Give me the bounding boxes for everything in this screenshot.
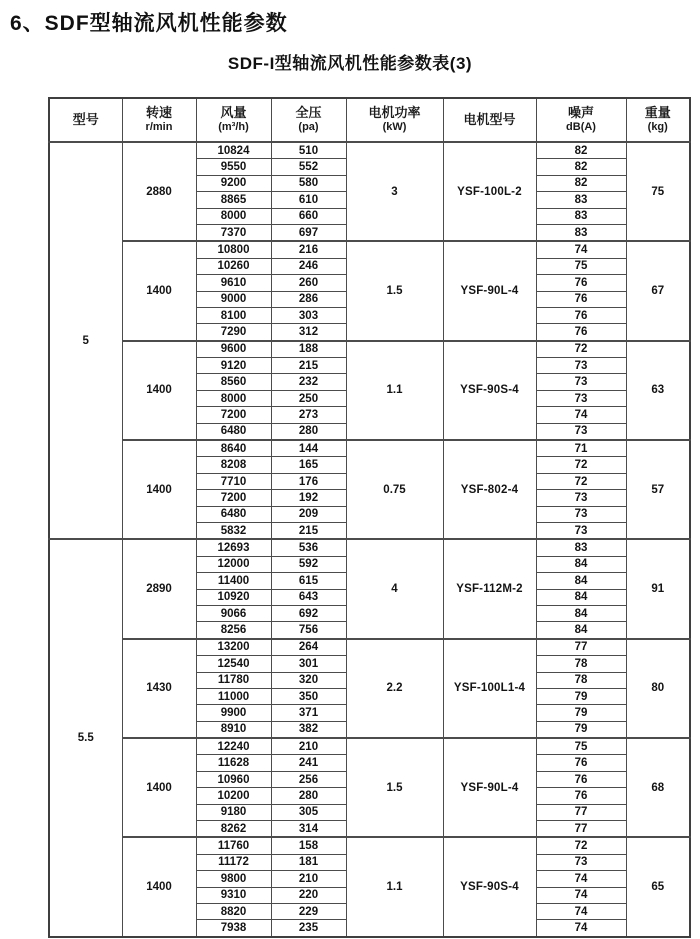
- noise-cell: 72: [536, 473, 626, 489]
- airflow-cell: 9900: [196, 705, 271, 721]
- airflow-cell: 9120: [196, 358, 271, 374]
- noise-cell: 76: [536, 291, 626, 307]
- motor-model-cell: YSF-802-4: [443, 440, 536, 539]
- noise-cell: 83: [536, 192, 626, 208]
- noise-cell: 74: [536, 241, 626, 258]
- pressure-cell: 756: [271, 622, 346, 639]
- model-cell: 5.5: [49, 539, 122, 936]
- airflow-cell: 8910: [196, 721, 271, 738]
- motor-power-cell: 3: [346, 142, 443, 241]
- noise-cell: 73: [536, 358, 626, 374]
- pressure-cell: 264: [271, 639, 346, 656]
- airflow-cell: 11628: [196, 755, 271, 771]
- noise-cell: 72: [536, 837, 626, 854]
- noise-cell: 84: [536, 573, 626, 589]
- noise-cell: 77: [536, 821, 626, 838]
- fan-performance-table: [48, 97, 691, 938]
- pressure-cell: 216: [271, 241, 346, 258]
- table-row: [49, 142, 690, 159]
- noise-cell: 74: [536, 407, 626, 423]
- noise-cell: 77: [536, 639, 626, 656]
- airflow-cell: 11172: [196, 854, 271, 870]
- noise-cell: 73: [536, 374, 626, 390]
- airflow-cell: 8000: [196, 390, 271, 406]
- noise-cell: 72: [536, 341, 626, 358]
- pressure-cell: 260: [271, 275, 346, 291]
- speed-cell: 1400: [122, 241, 196, 340]
- noise-cell: 73: [536, 490, 626, 506]
- pressure-cell: 615: [271, 573, 346, 589]
- noise-cell: 79: [536, 705, 626, 721]
- pressure-cell: 552: [271, 159, 346, 175]
- airflow-cell: 8262: [196, 821, 271, 838]
- airflow-cell: 8640: [196, 440, 271, 457]
- motor-model-cell: YSF-112M-2: [443, 539, 536, 638]
- airflow-cell: 10200: [196, 788, 271, 804]
- pressure-cell: 144: [271, 440, 346, 457]
- column-header: 电机型号: [443, 98, 536, 142]
- speed-cell: 1430: [122, 639, 196, 738]
- pressure-cell: 303: [271, 307, 346, 323]
- model-cell: 5: [49, 142, 122, 539]
- airflow-cell: 9610: [196, 275, 271, 291]
- column-header: 型号: [49, 98, 122, 142]
- noise-cell: 78: [536, 672, 626, 688]
- noise-cell: 84: [536, 589, 626, 605]
- pressure-cell: 280: [271, 423, 346, 440]
- pressure-cell: 165: [271, 457, 346, 473]
- airflow-cell: 12240: [196, 738, 271, 755]
- weight-cell: 75: [626, 142, 690, 241]
- pressure-cell: 371: [271, 705, 346, 721]
- noise-cell: 76: [536, 771, 626, 787]
- table-header: [49, 98, 690, 142]
- noise-cell: 76: [536, 307, 626, 323]
- pressure-cell: 580: [271, 175, 346, 191]
- column-header: 电机功率 (kW): [346, 98, 443, 142]
- motor-power-cell: 4: [346, 539, 443, 638]
- pressure-cell: 232: [271, 374, 346, 390]
- noise-cell: 77: [536, 804, 626, 820]
- weight-cell: 80: [626, 639, 690, 738]
- motor-power-cell: 1.5: [346, 738, 443, 837]
- airflow-cell: 11780: [196, 672, 271, 688]
- airflow-cell: 8560: [196, 374, 271, 390]
- pressure-cell: 241: [271, 755, 346, 771]
- airflow-cell: 8100: [196, 307, 271, 323]
- airflow-cell: 9550: [196, 159, 271, 175]
- pressure-cell: 314: [271, 821, 346, 838]
- motor-power-cell: 2.2: [346, 639, 443, 738]
- noise-cell: 73: [536, 423, 626, 440]
- pressure-cell: 181: [271, 854, 346, 870]
- pressure-cell: 320: [271, 672, 346, 688]
- airflow-cell: 13200: [196, 639, 271, 656]
- airflow-cell: 7938: [196, 920, 271, 937]
- speed-cell: 1400: [122, 738, 196, 837]
- motor-model-cell: YSF-90S-4: [443, 341, 536, 440]
- weight-cell: 91: [626, 539, 690, 638]
- pressure-cell: 220: [271, 887, 346, 903]
- noise-cell: 73: [536, 390, 626, 406]
- airflow-cell: 8865: [196, 192, 271, 208]
- motor-model-cell: YSF-90L-4: [443, 241, 536, 340]
- pressure-cell: 536: [271, 539, 346, 556]
- airflow-cell: 12540: [196, 656, 271, 672]
- column-header: 全压 (pa): [271, 98, 346, 142]
- noise-cell: 82: [536, 159, 626, 175]
- weight-cell: 65: [626, 837, 690, 936]
- pressure-cell: 660: [271, 208, 346, 224]
- airflow-cell: 9000: [196, 291, 271, 307]
- noise-cell: 82: [536, 175, 626, 191]
- header-row: [49, 98, 690, 142]
- table-row: [49, 539, 690, 556]
- column-header: 噪声 dB(A): [536, 98, 626, 142]
- noise-cell: 76: [536, 275, 626, 291]
- airflow-cell: 10960: [196, 771, 271, 787]
- motor-power-cell: 1.1: [346, 341, 443, 440]
- noise-cell: 73: [536, 506, 626, 522]
- airflow-cell: 5832: [196, 522, 271, 539]
- noise-cell: 74: [536, 920, 626, 937]
- motor-power-cell: 1.5: [346, 241, 443, 340]
- airflow-cell: 9800: [196, 871, 271, 887]
- noise-cell: 83: [536, 539, 626, 556]
- airflow-cell: 12693: [196, 539, 271, 556]
- airflow-cell: 10920: [196, 589, 271, 605]
- motor-model-cell: YSF-90S-4: [443, 837, 536, 936]
- airflow-cell: 10260: [196, 258, 271, 274]
- noise-cell: 79: [536, 721, 626, 738]
- column-header: 风量 (m³/h): [196, 98, 271, 142]
- motor-model-cell: YSF-90L-4: [443, 738, 536, 837]
- airflow-cell: 9180: [196, 804, 271, 820]
- noise-cell: 84: [536, 556, 626, 572]
- airflow-cell: 7370: [196, 224, 271, 241]
- weight-cell: 68: [626, 738, 690, 837]
- page-title: 6、SDF型轴流风机性能参数: [10, 12, 288, 35]
- noise-cell: 74: [536, 871, 626, 887]
- airflow-cell: 11760: [196, 837, 271, 854]
- pressure-cell: 250: [271, 390, 346, 406]
- table-row: [49, 639, 690, 656]
- pressure-cell: 158: [271, 837, 346, 854]
- motor-power-cell: 1.1: [346, 837, 443, 936]
- airflow-cell: 11400: [196, 573, 271, 589]
- pressure-cell: 246: [271, 258, 346, 274]
- pressure-cell: 209: [271, 506, 346, 522]
- pressure-cell: 256: [271, 771, 346, 787]
- noise-cell: 71: [536, 440, 626, 457]
- pressure-cell: 280: [271, 788, 346, 804]
- pressure-cell: 610: [271, 192, 346, 208]
- noise-cell: 75: [536, 258, 626, 274]
- noise-cell: 73: [536, 522, 626, 539]
- airflow-cell: 9600: [196, 341, 271, 358]
- noise-cell: 78: [536, 656, 626, 672]
- speed-cell: 1400: [122, 341, 196, 440]
- pressure-cell: 215: [271, 522, 346, 539]
- motor-power-cell: 0.75: [346, 440, 443, 539]
- weight-cell: 67: [626, 241, 690, 340]
- noise-cell: 82: [536, 142, 626, 159]
- pressure-cell: 192: [271, 490, 346, 506]
- airflow-cell: 7200: [196, 407, 271, 423]
- airflow-cell: 8820: [196, 903, 271, 919]
- airflow-cell: 7200: [196, 490, 271, 506]
- weight-cell: 63: [626, 341, 690, 440]
- speed-cell: 1400: [122, 837, 196, 936]
- noise-cell: 76: [536, 324, 626, 341]
- noise-cell: 83: [536, 208, 626, 224]
- table-row: [49, 440, 690, 457]
- airflow-cell: 9200: [196, 175, 271, 191]
- column-header: 转速 r/min: [122, 98, 196, 142]
- table-row: [49, 341, 690, 358]
- weight-cell: 57: [626, 440, 690, 539]
- airflow-cell: 7710: [196, 473, 271, 489]
- airflow-cell: 7290: [196, 324, 271, 341]
- noise-cell: 74: [536, 887, 626, 903]
- noise-cell: 79: [536, 688, 626, 704]
- airflow-cell: 8256: [196, 622, 271, 639]
- table-body: [49, 142, 690, 937]
- pressure-cell: 382: [271, 721, 346, 738]
- pressure-cell: 176: [271, 473, 346, 489]
- pressure-cell: 273: [271, 407, 346, 423]
- pressure-cell: 305: [271, 804, 346, 820]
- speed-cell: 2890: [122, 539, 196, 638]
- noise-cell: 83: [536, 224, 626, 241]
- pressure-cell: 301: [271, 656, 346, 672]
- airflow-cell: 8208: [196, 457, 271, 473]
- table-row: [49, 837, 690, 854]
- noise-cell: 74: [536, 903, 626, 919]
- airflow-cell: 10824: [196, 142, 271, 159]
- airflow-cell: 11000: [196, 688, 271, 704]
- noise-cell: 73: [536, 854, 626, 870]
- table-row: [49, 241, 690, 258]
- column-header: 重量 (kg): [626, 98, 690, 142]
- airflow-cell: 8000: [196, 208, 271, 224]
- speed-cell: 2880: [122, 142, 196, 241]
- airflow-cell: 6480: [196, 423, 271, 440]
- pressure-cell: 229: [271, 903, 346, 919]
- pressure-cell: 210: [271, 871, 346, 887]
- airflow-cell: 12000: [196, 556, 271, 572]
- pressure-cell: 643: [271, 589, 346, 605]
- table-row: [49, 738, 690, 755]
- motor-model-cell: YSF-100L-2: [443, 142, 536, 241]
- pressure-cell: 350: [271, 688, 346, 704]
- pressure-cell: 235: [271, 920, 346, 937]
- pressure-cell: 692: [271, 605, 346, 621]
- speed-cell: 1400: [122, 440, 196, 539]
- pressure-cell: 697: [271, 224, 346, 241]
- motor-model-cell: YSF-100L1-4: [443, 639, 536, 738]
- pressure-cell: 286: [271, 291, 346, 307]
- noise-cell: 76: [536, 788, 626, 804]
- noise-cell: 75: [536, 738, 626, 755]
- table-title: SDF-I型轴流风机性能参数表(3): [227, 54, 473, 73]
- pressure-cell: 215: [271, 358, 346, 374]
- noise-cell: 76: [536, 755, 626, 771]
- pressure-cell: 510: [271, 142, 346, 159]
- noise-cell: 84: [536, 622, 626, 639]
- pressure-cell: 188: [271, 341, 346, 358]
- noise-cell: 72: [536, 457, 626, 473]
- airflow-cell: 9310: [196, 887, 271, 903]
- pressure-cell: 312: [271, 324, 346, 341]
- pressure-cell: 210: [271, 738, 346, 755]
- noise-cell: 84: [536, 605, 626, 621]
- airflow-cell: 9066: [196, 605, 271, 621]
- airflow-cell: 10800: [196, 241, 271, 258]
- airflow-cell: 6480: [196, 506, 271, 522]
- pressure-cell: 592: [271, 556, 346, 572]
